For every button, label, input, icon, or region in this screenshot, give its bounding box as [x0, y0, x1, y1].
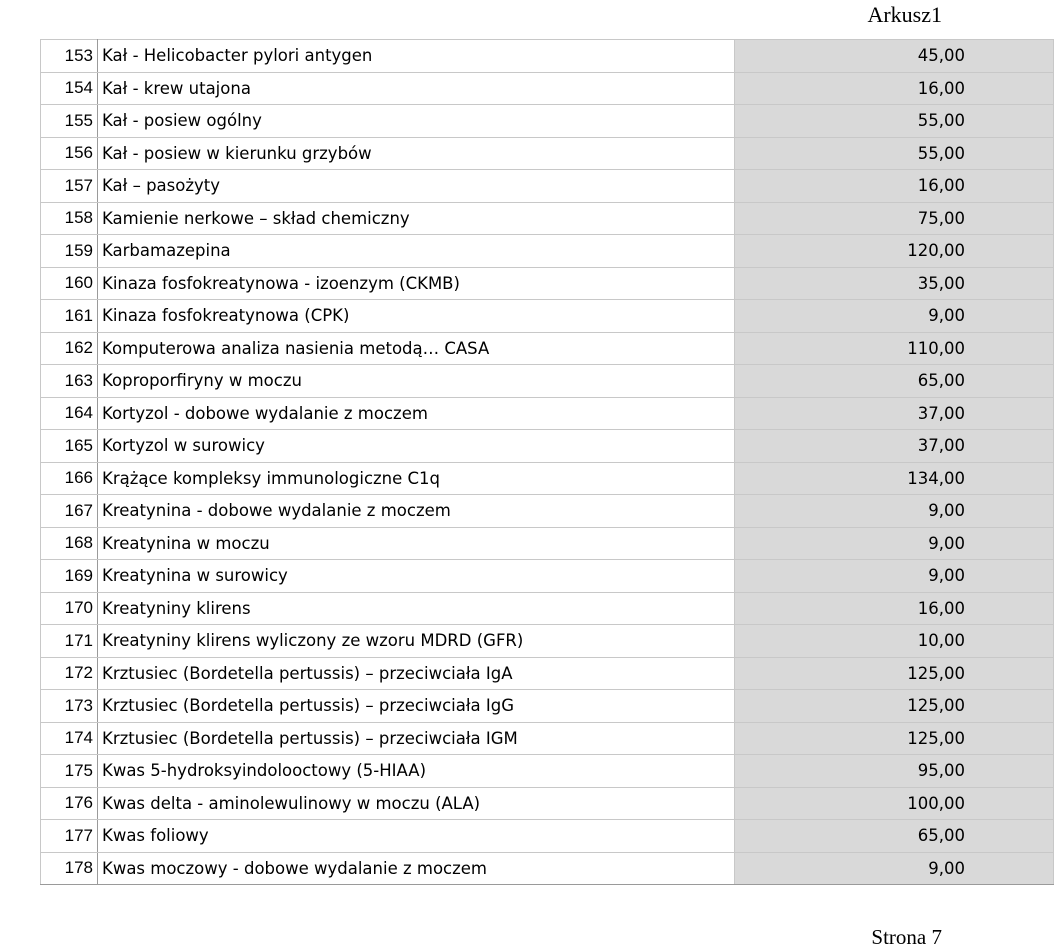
test-name-cell[interactable]: Kał - Helicobacter pylori antygen: [98, 40, 735, 73]
row-number-cell[interactable]: 164: [41, 397, 98, 430]
test-name-cell[interactable]: Kał - posiew ogólny: [98, 105, 735, 138]
row-number-cell[interactable]: 161: [41, 300, 98, 333]
row-number-cell[interactable]: 155: [41, 105, 98, 138]
row-number-cell[interactable]: 168: [41, 527, 98, 560]
price-cell[interactable]: 9,00: [735, 560, 1054, 593]
row-number-cell[interactable]: 176: [41, 787, 98, 820]
row-number-cell[interactable]: 167: [41, 495, 98, 528]
row-number-cell[interactable]: 170: [41, 592, 98, 625]
row-number-cell[interactable]: 172: [41, 657, 98, 690]
table-row: [41, 820, 1054, 853]
row-number-cell[interactable]: 156: [41, 137, 98, 170]
price-cell[interactable]: 55,00: [735, 105, 1054, 138]
table-row: [41, 40, 1054, 73]
table-row: [41, 722, 1054, 755]
row-number-cell[interactable]: 178: [41, 852, 98, 885]
row-number-cell[interactable]: 166: [41, 462, 98, 495]
row-number-cell[interactable]: 162: [41, 332, 98, 365]
table-row: [41, 462, 1054, 495]
test-name-cell[interactable]: Kortyzol - dobowe wydalanie z moczem: [98, 397, 735, 430]
table-row: [41, 495, 1054, 528]
row-number-cell[interactable]: 175: [41, 755, 98, 788]
row-number-cell[interactable]: 174: [41, 722, 98, 755]
table-row: [41, 105, 1054, 138]
table-row: [41, 365, 1054, 398]
price-cell[interactable]: 65,00: [735, 365, 1054, 398]
row-number-cell[interactable]: 153: [41, 40, 98, 73]
price-cell[interactable]: 125,00: [735, 657, 1054, 690]
price-cell[interactable]: 125,00: [735, 722, 1054, 755]
test-name-cell[interactable]: Kreatyniny klirens wyliczony ze wzoru MDRD (GFR): [98, 625, 735, 658]
price-cell[interactable]: 16,00: [735, 72, 1054, 105]
table-row: [41, 625, 1054, 658]
table-row: [41, 592, 1054, 625]
price-cell[interactable]: 134,00: [735, 462, 1054, 495]
test-name-cell[interactable]: Kwas foliowy: [98, 820, 735, 853]
price-cell[interactable]: 37,00: [735, 430, 1054, 463]
table-row: [41, 787, 1054, 820]
table-row: [41, 430, 1054, 463]
price-cell[interactable]: 16,00: [735, 592, 1054, 625]
price-table: [40, 39, 1054, 885]
price-cell[interactable]: 45,00: [735, 40, 1054, 73]
table-row: [41, 657, 1054, 690]
row-number-cell[interactable]: 159: [41, 235, 98, 268]
sheet-name: Arkusz1: [867, 2, 942, 27]
table-row: [41, 137, 1054, 170]
test-name-cell[interactable]: Krztusiec (Bordetella pertussis) – przeciwciała IGM: [98, 722, 735, 755]
price-cell[interactable]: 9,00: [735, 300, 1054, 333]
test-name-cell[interactable]: Kał – pasożyty: [98, 170, 735, 203]
test-name-cell[interactable]: Kinaza fosfokreatynowa (CPK): [98, 300, 735, 333]
test-name-cell[interactable]: Komputerowa analiza nasienia metodą… CASA: [98, 332, 735, 365]
price-cell[interactable]: 35,00: [735, 267, 1054, 300]
price-table-body: [41, 40, 1054, 885]
table-row: [41, 72, 1054, 105]
row-number-cell[interactable]: 158: [41, 202, 98, 235]
table-row: [41, 170, 1054, 203]
price-cell[interactable]: 9,00: [735, 527, 1054, 560]
price-cell[interactable]: 110,00: [735, 332, 1054, 365]
row-number-cell[interactable]: 173: [41, 690, 98, 723]
test-name-cell[interactable]: Kreatynina - dobowe wydalanie z moczem: [98, 495, 735, 528]
test-name-cell[interactable]: Karbamazepina: [98, 235, 735, 268]
test-name-cell[interactable]: Kreatyniny klirens: [98, 592, 735, 625]
row-number-cell[interactable]: 160: [41, 267, 98, 300]
price-cell[interactable]: 95,00: [735, 755, 1054, 788]
row-number-cell[interactable]: 169: [41, 560, 98, 593]
test-name-cell[interactable]: Kamienie nerkowe – skład chemiczny: [98, 202, 735, 235]
price-cell[interactable]: 10,00: [735, 625, 1054, 658]
test-name-cell[interactable]: Kortyzol w surowicy: [98, 430, 735, 463]
table-row: [41, 300, 1054, 333]
table-row: [41, 755, 1054, 788]
price-cell[interactable]: 9,00: [735, 852, 1054, 885]
table-row: [41, 852, 1054, 885]
test-name-cell[interactable]: Krążące kompleksy immunologiczne C1q: [98, 462, 735, 495]
price-cell[interactable]: 75,00: [735, 202, 1054, 235]
page-number: Strona 7: [871, 925, 942, 949]
test-name-cell[interactable]: Krztusiec (Bordetella pertussis) – przeciwciała IgA: [98, 657, 735, 690]
price-cell[interactable]: 9,00: [735, 495, 1054, 528]
price-cell[interactable]: 65,00: [735, 820, 1054, 853]
table-row: [41, 690, 1054, 723]
test-name-cell[interactable]: Kreatynina w moczu: [98, 527, 735, 560]
test-name-cell[interactable]: Kwas moczowy - dobowe wydalanie z moczem: [98, 852, 735, 885]
test-name-cell[interactable]: Kwas 5-hydroksyindolooctowy (5-HIAA): [98, 755, 735, 788]
table-row: [41, 527, 1054, 560]
price-cell[interactable]: 125,00: [735, 690, 1054, 723]
table-row: [41, 235, 1054, 268]
table-row: [41, 202, 1054, 235]
row-number-cell[interactable]: 157: [41, 170, 98, 203]
test-name-cell[interactable]: Koproporfiryny w moczu: [98, 365, 735, 398]
row-number-cell[interactable]: 171: [41, 625, 98, 658]
row-number-cell[interactable]: 163: [41, 365, 98, 398]
price-cell[interactable]: 100,00: [735, 787, 1054, 820]
table-row: [41, 332, 1054, 365]
test-name-cell[interactable]: Kwas delta - aminolewulinowy w moczu (ALA): [98, 787, 735, 820]
test-name-cell[interactable]: Kreatynina w surowicy: [98, 560, 735, 593]
test-name-cell[interactable]: Kał - posiew w kierunku grzybów: [98, 137, 735, 170]
table-row: [41, 560, 1054, 593]
table-row: [41, 267, 1054, 300]
table-row: [41, 397, 1054, 430]
price-cell[interactable]: 55,00: [735, 137, 1054, 170]
row-number-cell[interactable]: 154: [41, 72, 98, 105]
price-cell[interactable]: 120,00: [735, 235, 1054, 268]
test-name-cell[interactable]: Kał - krew utajona: [98, 72, 735, 105]
row-number-cell[interactable]: 165: [41, 430, 98, 463]
row-number-cell[interactable]: 177: [41, 820, 98, 853]
test-name-cell[interactable]: Krztusiec (Bordetella pertussis) – przeciwciała IgG: [98, 690, 735, 723]
price-cell[interactable]: 16,00: [735, 170, 1054, 203]
price-cell[interactable]: 37,00: [735, 397, 1054, 430]
test-name-cell[interactable]: Kinaza fosfokreatynowa - izoenzym (CKMB): [98, 267, 735, 300]
